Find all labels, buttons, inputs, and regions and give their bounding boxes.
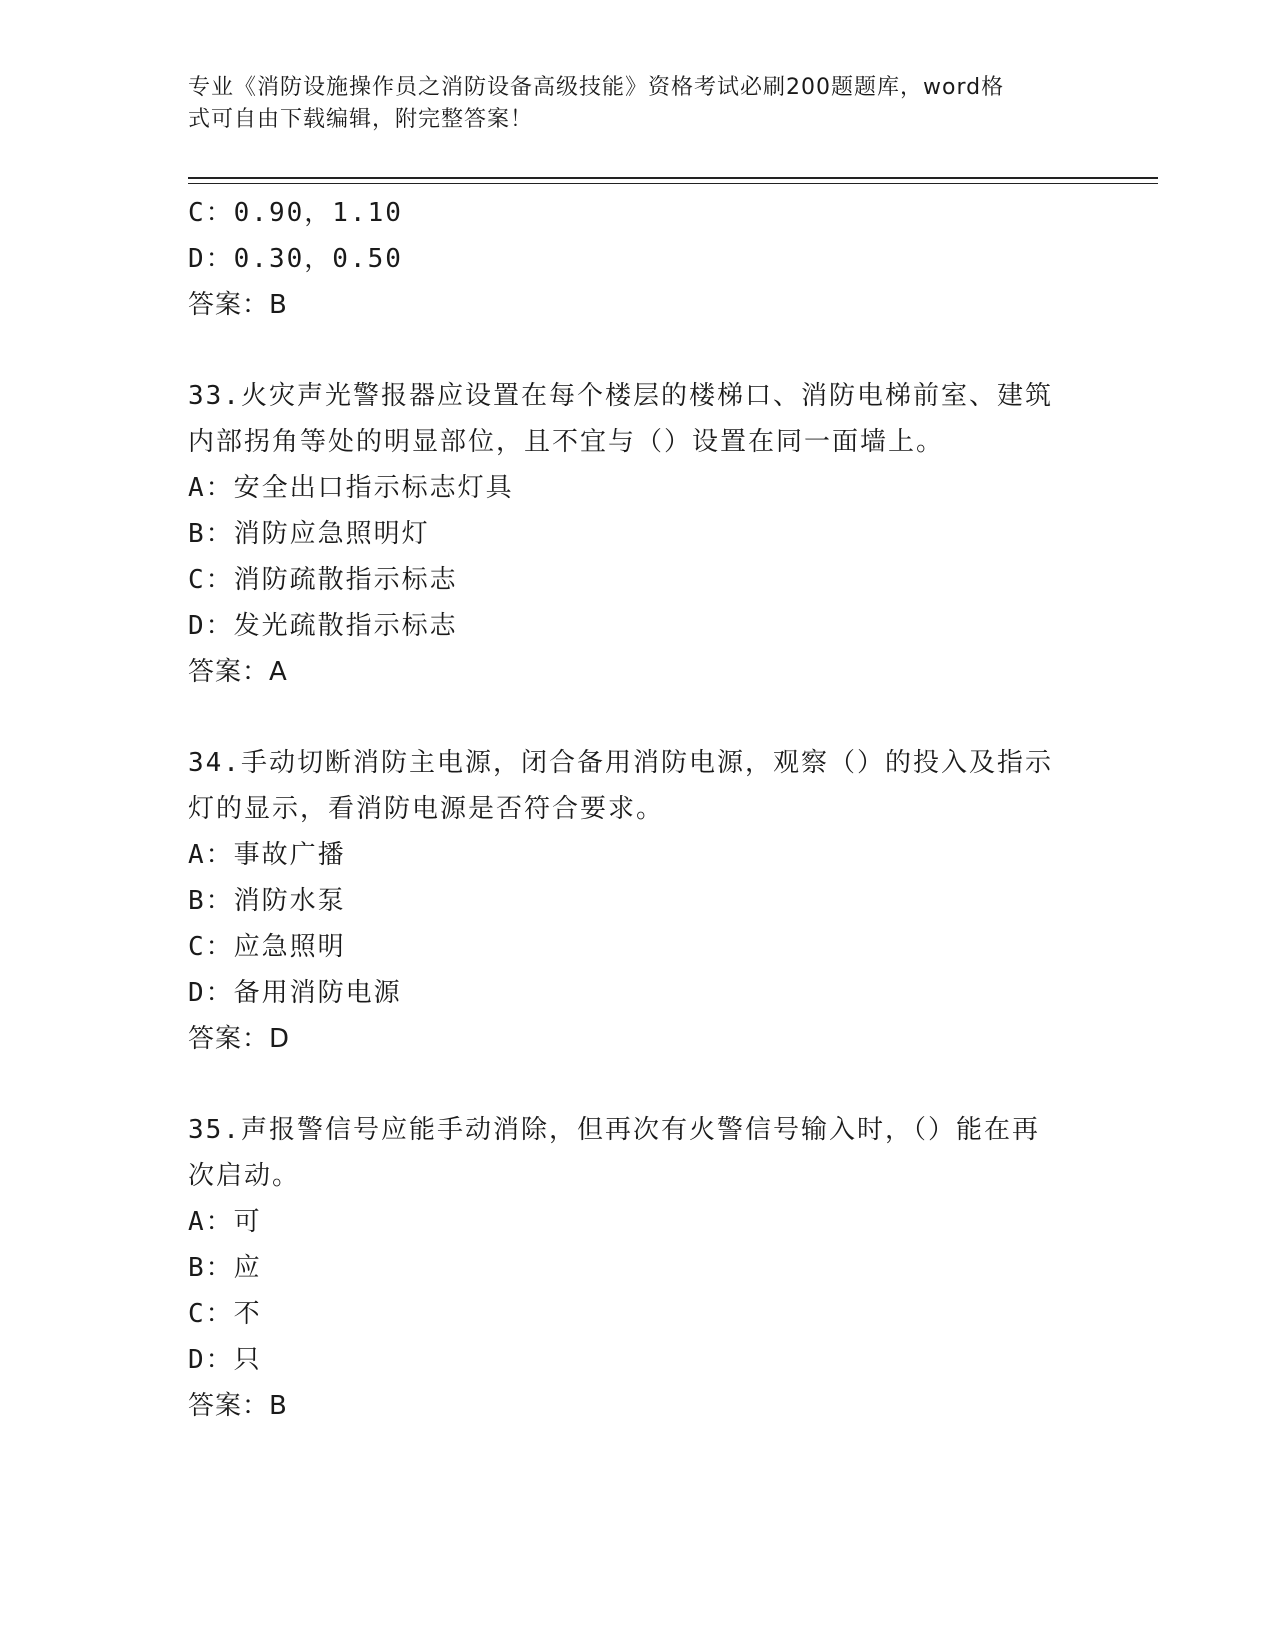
- option-b: B：应: [188, 1253, 262, 1283]
- option-c: C：消防疏散指示标志: [188, 565, 458, 595]
- option-c: C：应急照明: [188, 932, 346, 962]
- question-stem-line-2: 内部拐角等处的明显部位，且不宜与（）设置在同一面墙上。: [188, 427, 945, 457]
- header-divider-thick: [188, 177, 1158, 179]
- question-stem-line-1: 35.声报警信号应能手动消除，但再次有火警信号输入时，（）能在再: [188, 1115, 1040, 1145]
- header-line-1: 专业《消防设施操作员之消防设备高级技能》资格考试必刷200题题库，word格: [188, 75, 1005, 100]
- option-a: A：安全出口指示标志灯具: [188, 473, 514, 503]
- answer-line: 答案：D: [188, 1024, 291, 1054]
- option-b: B：消防水泵: [188, 886, 346, 916]
- option-c: C：不: [188, 1299, 262, 1329]
- question-33: [188, 373, 1088, 695]
- option-c: C：0.90，1.10: [188, 198, 403, 228]
- question-35: [188, 1107, 1088, 1429]
- question-stem-line-1: 33.火灾声光警报器应设置在每个楼层的楼梯口、消防电梯前室、建筑: [188, 381, 1053, 411]
- question-stem-line-2: 灯的显示，看消防电源是否符合要求。: [188, 794, 665, 824]
- question-spacer: [188, 1062, 1088, 1107]
- option-d: D：0.30，0.50: [188, 244, 403, 274]
- header-divider-thin: [188, 183, 1158, 184]
- answer-line: 答案：B: [188, 290, 288, 320]
- question-34: [188, 740, 1088, 1062]
- option-d: D：备用消防电源: [188, 978, 402, 1008]
- answer-line: 答案：A: [188, 657, 288, 687]
- option-b: B：消防应急照明灯: [188, 519, 430, 549]
- question-spacer: [188, 328, 1088, 373]
- header-line-2: 式可自由下载编辑，附完整答案！: [188, 107, 534, 132]
- option-a: A：事故广播: [188, 840, 346, 870]
- question-spacer: [188, 695, 1088, 740]
- question-stem-line-1: 34.手动切断消防主电源，闭合备用消防电源，观察（）的投入及指示: [188, 748, 1053, 778]
- page-header: [188, 72, 1068, 136]
- option-a: A：可: [188, 1207, 262, 1237]
- question-list: [188, 190, 1088, 1429]
- question-32-tail: [188, 190, 1088, 328]
- answer-line: 答案：B: [188, 1391, 288, 1421]
- option-d: D：发光疏散指示标志: [188, 611, 458, 641]
- question-stem-line-2: 次启动。: [188, 1161, 301, 1191]
- option-d: D：只: [188, 1345, 262, 1375]
